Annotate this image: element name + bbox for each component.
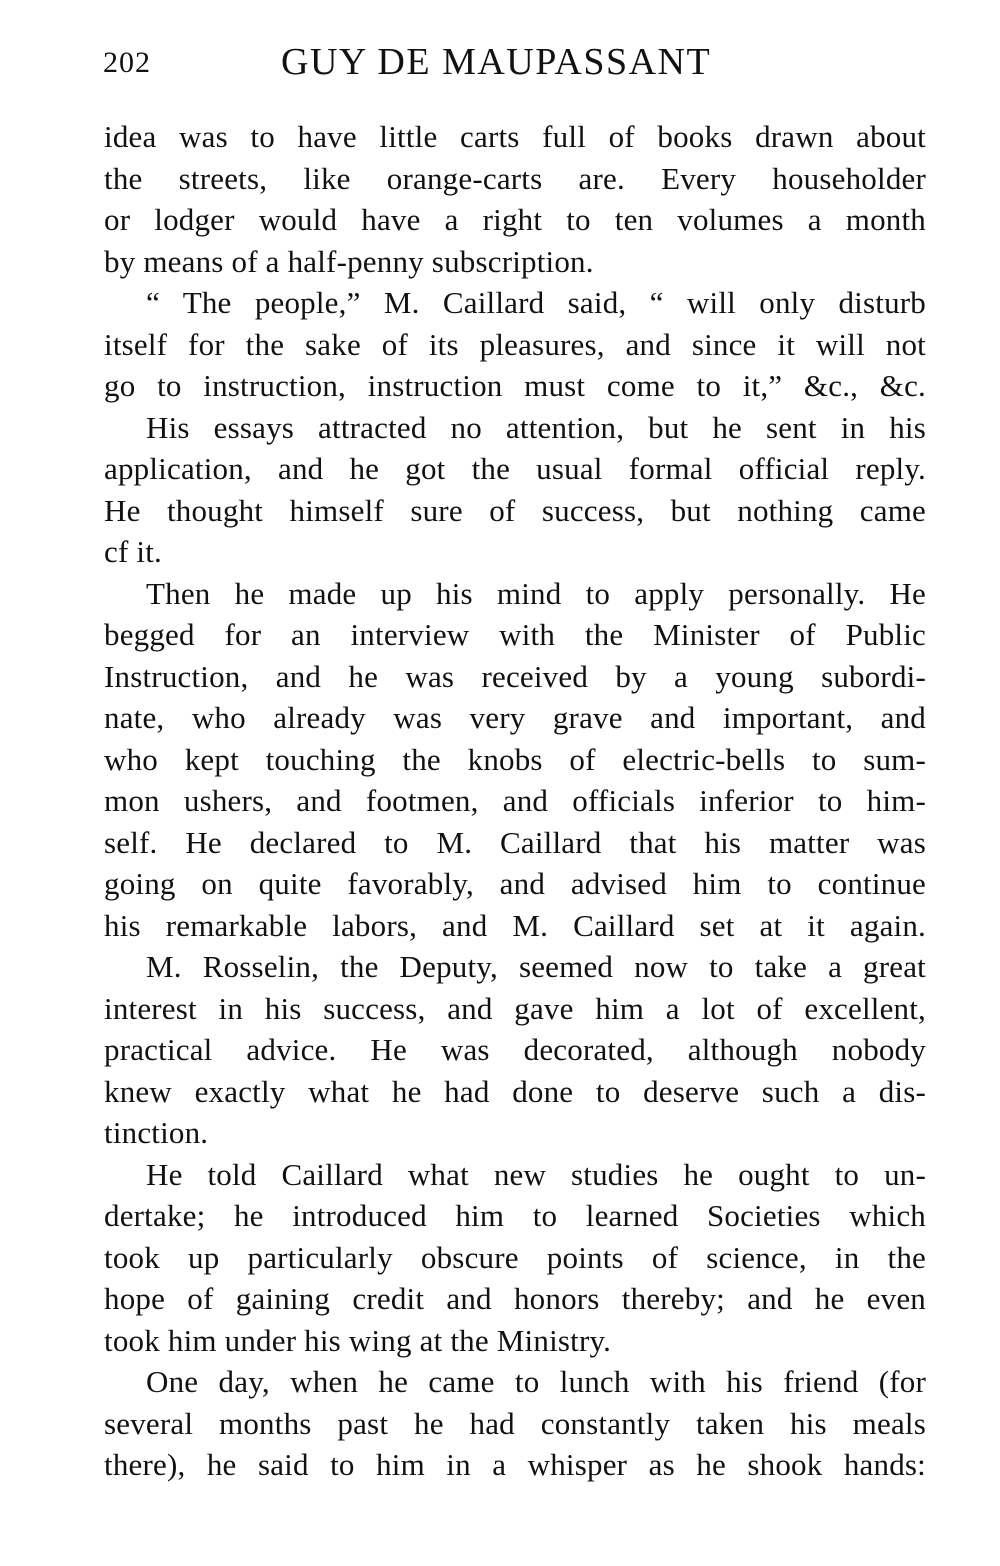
text-line: who kept touching the knobs of electric-bells to sum- (104, 741, 926, 777)
page-number: 202 (103, 46, 151, 79)
text-line: He thought himself sure of success, but nothing came (104, 492, 926, 528)
body-text (104, 116, 926, 1486)
text-line: cf it. (104, 534, 163, 569)
text-line: hope of gaining credit and honors thereby; and he even (104, 1281, 926, 1316)
text-line: practical advice. He was decorated, although nobody (104, 1032, 926, 1067)
text-line: there), he said to him in a whisper as he shook hands: (104, 1447, 926, 1482)
text-line: He told Caillard what new studies he ought to un- (146, 1156, 926, 1192)
text-line: took up particularly obscure points of science, in the (104, 1239, 926, 1275)
text-line: nate, who already was very grave and important, and (104, 700, 926, 735)
text-line: dertake; he introduced him to learned Societies which (104, 1198, 926, 1233)
text-line: took him under his wing at the Ministry. (104, 1322, 612, 1358)
text-line: “ The people,” M. Caillard said, “ will only disturb (146, 285, 926, 320)
text-line: tinction. (104, 1115, 209, 1150)
text-line: the streets, like orange-carts are. Every householder (104, 160, 926, 196)
text-line: idea was to have little carts full of books drawn about (104, 119, 926, 154)
text-line: go to instruction, instruction must come to it,” &c., &c. (104, 368, 926, 403)
text-line: knew exactly what he had done to deserve such a dis- (104, 1073, 926, 1109)
text-line: self. He declared to M. Caillard that his matter was (104, 824, 926, 860)
running-head (103, 40, 933, 90)
text-line: One day, when he came to lunch with his friend (for (146, 1364, 926, 1399)
text-line: his remarkable labors, and M. Caillard set at it again. (104, 907, 926, 943)
text-line: by means of a half-penny subscription. (104, 243, 594, 279)
text-line: Instruction, and he was received by a young subordi- (104, 658, 926, 694)
text-line: application, and he got the usual formal official reply. (104, 451, 926, 486)
running-head-title: GUY DE MAUPASSANT (281, 41, 712, 83)
text-line: begged for an interview with the Minister of Public (104, 617, 926, 652)
text-line: going on quite favorably, and advised him to continue (104, 866, 926, 901)
text-line: mon ushers, and footmen, and officials inferior to him- (104, 783, 926, 818)
text-line: M. Rosselin, the Deputy, seemed now to take a great (146, 949, 926, 984)
text-line: several months past he had constantly taken his meals (104, 1405, 926, 1441)
text-line: His essays attracted no attention, but he sent in his (146, 409, 926, 445)
text-line: Then he made up his mind to apply personally. He (146, 575, 926, 611)
text-line: or lodger would have a right to ten volumes a month (104, 202, 926, 237)
text-line: itself for the sake of its pleasures, and since it will not (104, 326, 926, 362)
text-line: interest in his success, and gave him a lot of excellent, (104, 990, 926, 1026)
